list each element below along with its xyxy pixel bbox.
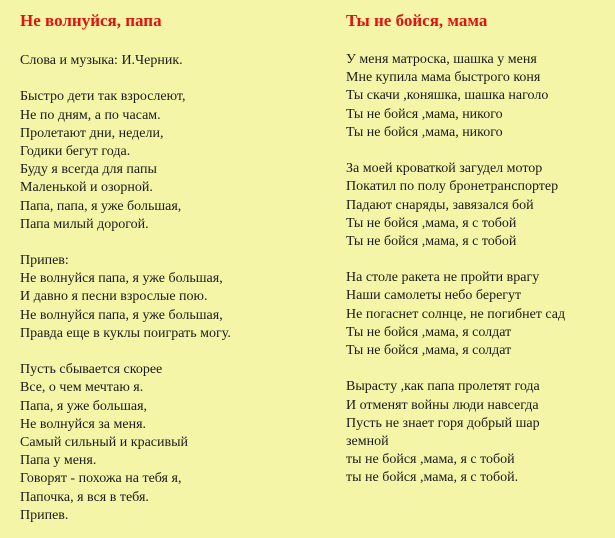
lyric-line: ты не бойся ,мама, я с тобой. [346,470,519,486]
lyric-line: Все, о чем мечтаю я. [20,380,144,396]
lyric-line [346,142,611,160]
lyric-line: Пусть сбывается скорее [20,362,163,378]
lyric-line: И давно я песни взрослые пою. [20,289,208,305]
lyric-line: У меня матроска, шашка у меня [346,52,537,67]
lyric-line: Ты не бойся ,мама, я солдат [346,343,512,358]
lyric-line: Ты скачи ,коняшка, шашка наголо [346,88,549,104]
lyric-line: Папа, папа, я уже большая, [20,198,182,214]
lyric-line: Правда еще в куклы поиграть могу. [20,325,231,341]
lyric-line: Говорят - похожа на тебя я, [20,471,182,487]
lyric-line: И отменят войны люди навсегда [346,397,539,413]
lyric-line: Папа милый дорогой. [20,216,149,232]
lyric-line [20,343,325,361]
lyric-line: Наши самолеты небо берегут [346,288,522,304]
lyric-line: Годики бегут года. [20,143,131,159]
lyric-line [20,70,325,88]
lyric-line: Ты не бойся ,мама, я с тобой [346,215,517,231]
lyric-line: Покатил по полу бронетранспортер [346,179,559,195]
right-song-title: Ты не бойся, мама [346,11,488,30]
lyric-line: ты не бойся ,мама, я с тобой [346,452,515,468]
lyric-line: Падают снаряды, завязался бой [346,197,534,213]
lyric-line: Не волнуйся папа, я уже большая, [20,271,223,287]
lyric-line: Папочка, я вся в тебя. [20,489,149,505]
lyric-line: Папа, я уже большая, [20,398,148,414]
lyric-line: Ты не бойся ,мама, никого [346,106,503,122]
right-song-column [346,10,611,488]
lyric-line: Припев: [20,253,69,269]
lyric-line: Не волнуйся за меня. [20,416,147,432]
left-song-column [20,10,325,525]
lyric-line [346,251,611,269]
lyric-line: земной [346,433,389,449]
lyric-line: Папа у меня. [20,453,97,469]
lyric-line: Самый сильный и красивый [20,434,188,450]
lyric-line: Буду я всегда для папы [20,162,157,178]
lyric-line: Не погаснет солнце, не погибнет сад [346,306,566,322]
lyric-line: Быстро дети так взрослеют, [20,89,186,105]
lyric-line [20,234,325,252]
lyric-line: Припев. [20,507,69,523]
lyric-line: Ты не бойся ,мама, я с тобой [346,233,517,249]
lyric-line: Вырасту ,как папа пролетят года [346,379,540,395]
lyric-line: Ты не бойся ,мама, я солдат [346,324,512,340]
lyric-line [346,360,611,378]
lyric-line: Ты не бойся ,мама, никого [346,124,503,140]
lyric-line: Маленькой и озорной. [20,180,153,196]
left-song-title: Не волнуйся, папа [20,11,162,30]
lyric-line: За моей кроваткой загудел мотор [346,161,543,177]
right-song-lyrics [346,51,611,488]
lyric-line: Пролетают дни, недели, [20,125,164,141]
left-song-lyrics [20,52,325,525]
lyric-line: Мне купила мама быстрого коня [346,70,541,86]
lyric-line: Слова и музыка: И.Черник. [20,53,183,68]
lyric-line: Пусть не знает горя добрый шар [346,415,540,431]
lyric-line: На столе ракета не пройти врагу [346,270,540,286]
lyric-line: Не по дням, а по часам. [20,107,161,123]
lyric-line: Не волнуйся папа, я уже большая, [20,307,223,323]
